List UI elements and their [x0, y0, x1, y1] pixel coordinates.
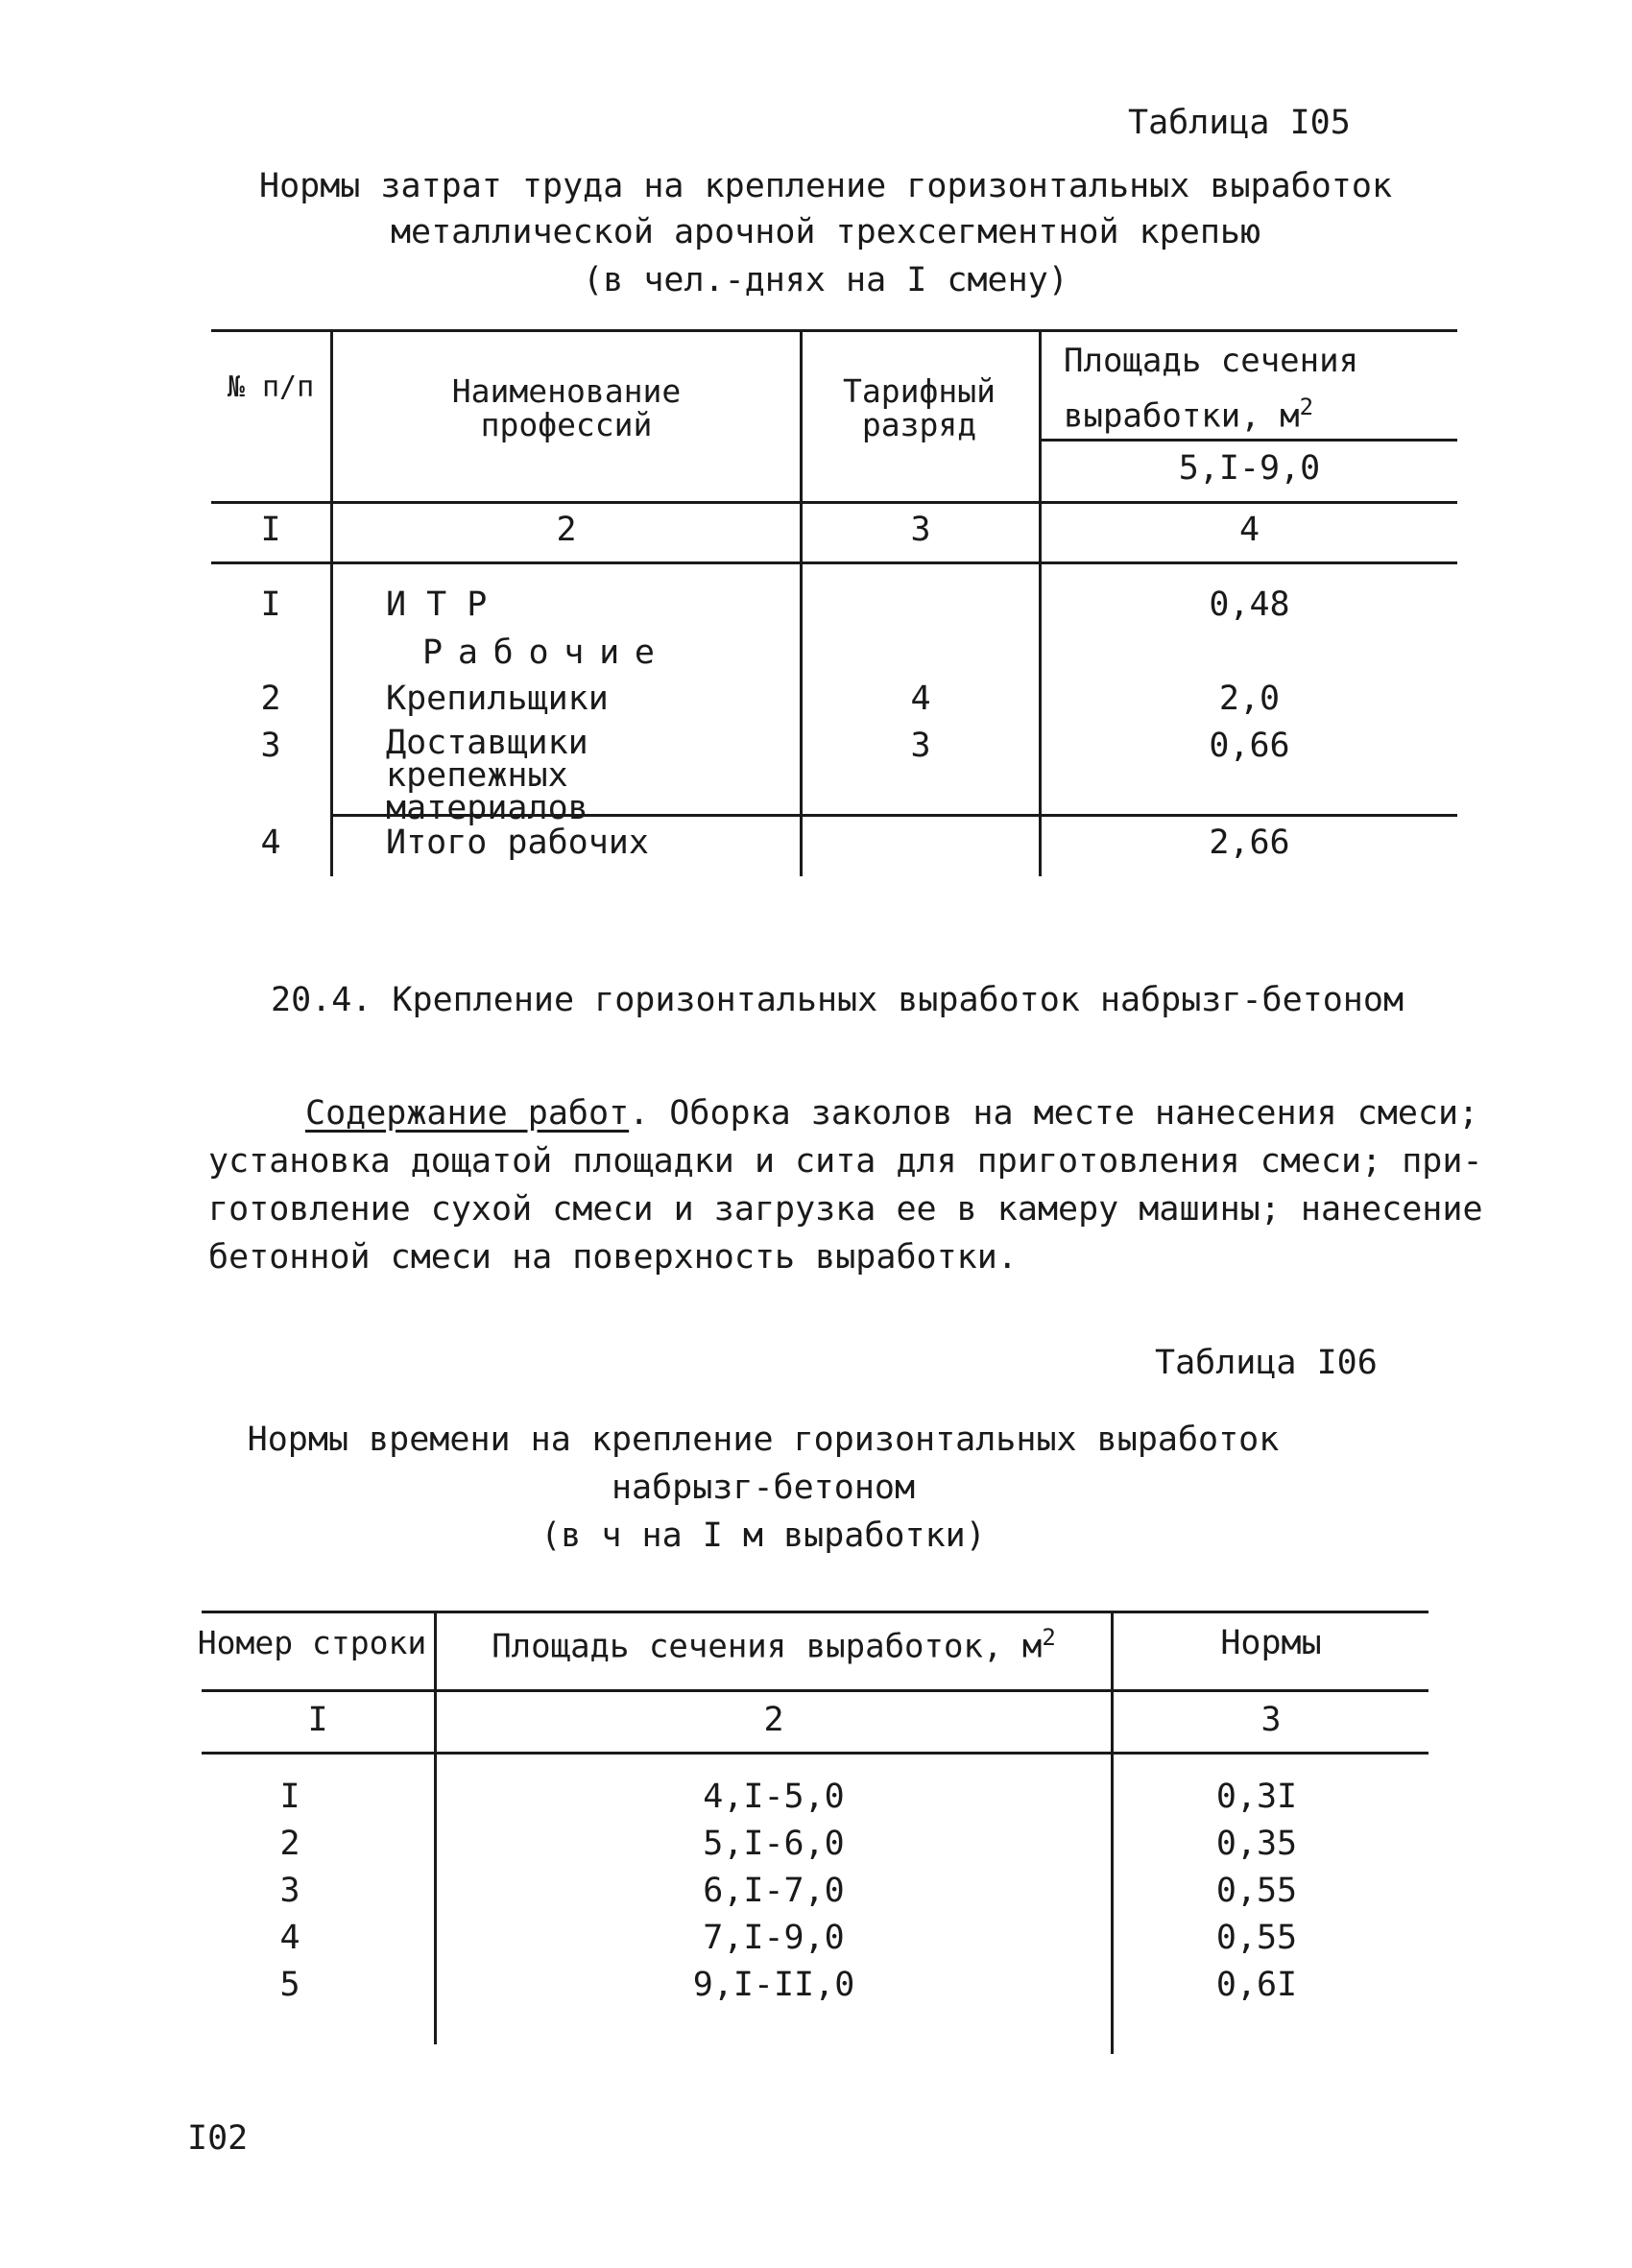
section-heading: 20.4. Крепление горизонтальных выработок набрызг-бетоном — [271, 981, 1404, 1019]
table-106-row-norm: 0,35 — [1215, 1825, 1298, 1863]
table-106-colnum-1: I — [307, 1701, 328, 1739]
table-106-title-line3: (в ч на I м выработки) — [540, 1516, 986, 1555]
section-content-label: Содержание работ — [305, 1094, 630, 1133]
table-105-row-num: I — [260, 585, 281, 624]
table-105-col-divider-2 — [800, 329, 803, 876]
table-105-row-value: 0,48 — [1209, 585, 1290, 624]
table-105-title-line1: Нормы затрат труда на крепление горизонтальных выработок — [259, 167, 1393, 205]
table-106-colnum-2: 2 — [763, 1701, 784, 1739]
table-106-title-line1: Нормы времени на крепление горизонтальных выработок — [247, 1420, 1280, 1459]
table-105-title-line3: (в чел.-днях на I смену) — [583, 261, 1068, 299]
table-105-row-num: 3 — [260, 727, 281, 765]
table-105-header-area — [1064, 338, 1448, 439]
table-105-row-name: И Т Р — [386, 585, 488, 624]
section-content-line1 — [305, 1094, 1478, 1133]
section-content-text: . Оборка заколов на месте нанесения смеси; — [629, 1094, 1479, 1133]
table-106-header-rule — [202, 1689, 1428, 1692]
table-106-header-row-num: Номер строки — [197, 1624, 427, 1661]
table-106-top-rule — [202, 1611, 1428, 1613]
table-105-colnum-rule — [211, 561, 1457, 564]
table-106-header-norms: Нормы — [1220, 1624, 1322, 1662]
table-105-header-rule — [211, 501, 1457, 504]
table-106-row-norm: 0,3I — [1215, 1778, 1298, 1816]
table-105-colnum-3: 3 — [910, 511, 931, 549]
table-105-header-num: № п/п — [227, 370, 315, 404]
table-105-header-area-sup: 2 — [1299, 394, 1314, 420]
table-106-row-norm: 0,6I — [1215, 1966, 1298, 2004]
table-106-row-num: 3 — [279, 1872, 300, 1910]
table-106-row-area: 6,I-7,0 — [703, 1872, 845, 1910]
table-106-row-area: 7,I-9,0 — [703, 1919, 845, 1957]
table-105-header-grade: Тарифный разряд — [843, 372, 996, 443]
table-105-row-value: 2,0 — [1218, 680, 1281, 718]
table-106-colnum-3: 3 — [1260, 1701, 1282, 1739]
table-105-header-area-text: Площадь сечения выработки, м — [1064, 342, 1359, 436]
table-105-col-divider-1 — [330, 329, 333, 876]
table-105-colnum-2: 2 — [556, 511, 577, 549]
table-105-row-name: Итого рабочих — [386, 824, 649, 862]
table-106-row-area: 5,I-6,0 — [703, 1825, 845, 1863]
table-105-top-rule — [211, 329, 1457, 332]
table-106-row-num: 4 — [279, 1919, 300, 1957]
table-106-colnum-rule — [202, 1752, 1428, 1755]
table-105-row-value: 0,66 — [1209, 727, 1290, 765]
table-105-row-name: Крепильщики — [386, 680, 609, 718]
table-105-header-area-range: 5,I-9,0 — [1178, 449, 1321, 488]
table-105-colnum-1: I — [260, 511, 281, 549]
table-105-row-name-subheading: Рабочие — [422, 633, 670, 672]
table-105-row-num: 2 — [260, 680, 281, 718]
section-content-line2: установка дощатой площадки и сита для приготовления смеси; при- — [208, 1142, 1483, 1181]
table-105-row-grade: 4 — [910, 680, 931, 718]
table-106-header-area — [437, 1624, 1111, 1665]
table-105-subheader-rule — [1040, 439, 1457, 442]
table-106-header-area-sup: 2 — [1042, 1624, 1056, 1651]
table-106-header-area-text: Площадь сечения выработок, м — [492, 1627, 1043, 1666]
table-105-colnum-4: 4 — [1238, 511, 1260, 549]
table-105-row-grade: 3 — [910, 727, 931, 765]
section-content-line4: бетонной смеси на поверхность выработки. — [208, 1238, 1018, 1277]
table-106-row-num: 2 — [279, 1825, 300, 1863]
table-105-row-num: 4 — [260, 824, 281, 862]
table-105-row-value: 2,66 — [1209, 824, 1290, 862]
section-content-line3: готовление сухой смеси и загрузка ее в камеру машины; нанесение — [208, 1190, 1483, 1229]
table-106-row-num: I — [279, 1778, 300, 1816]
table-106-row-norm: 0,55 — [1215, 1919, 1298, 1957]
table-106-row-norm: 0,55 — [1215, 1872, 1298, 1910]
table-106-row-area: 4,I-5,0 — [703, 1778, 845, 1816]
table-106-row-num: 5 — [279, 1966, 300, 2004]
table-105-row-name: Доставщики крепежных материалов — [386, 724, 588, 827]
table-106-row-area: 9,I-II,0 — [692, 1966, 855, 2004]
page-number: I02 — [187, 2119, 249, 2158]
table-105-label: Таблица I05 — [1128, 104, 1351, 142]
table-105-title-line2: металлической арочной трехсегментной крепью — [390, 213, 1261, 251]
table-106-label: Таблица I06 — [1155, 1344, 1378, 1382]
table-106-title-line2: набрызг-бетоном — [611, 1468, 916, 1507]
table-105-header-profession: Наименование профессий — [451, 372, 682, 443]
